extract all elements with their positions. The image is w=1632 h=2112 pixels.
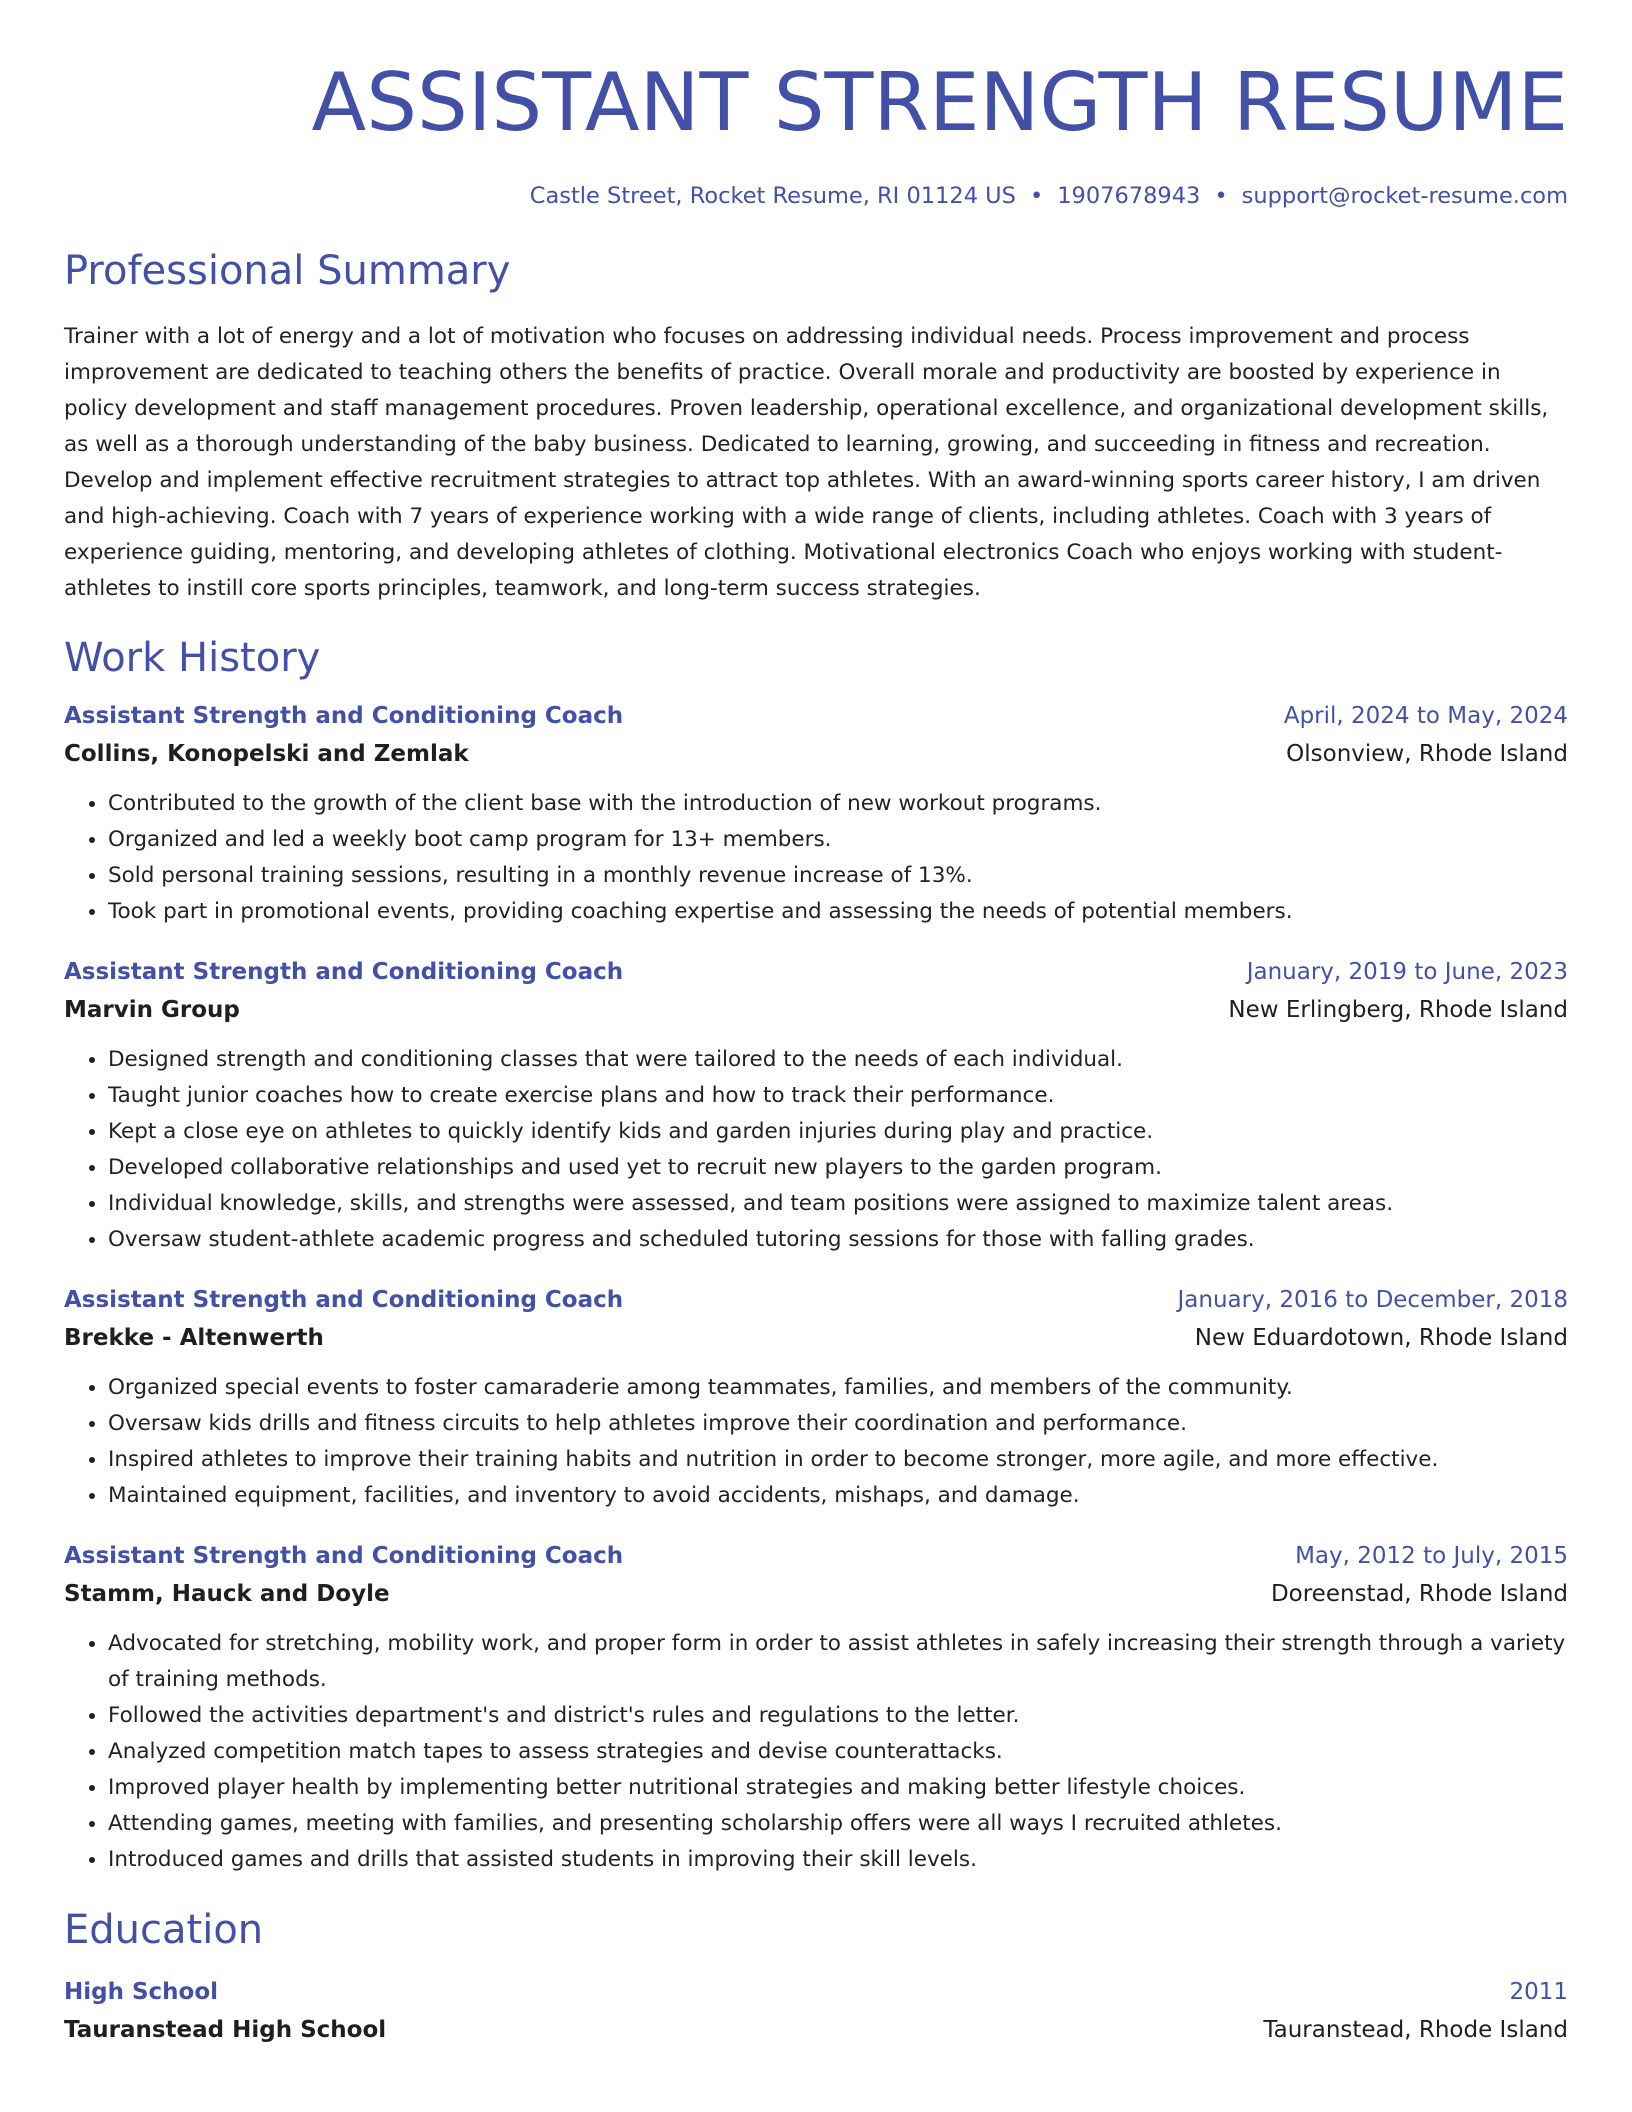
job-bullets xyxy=(64,1370,1568,1514)
job-entry xyxy=(64,698,1568,930)
work-history-heading: Work History xyxy=(64,635,321,681)
education-degree: High School xyxy=(64,1979,219,2005)
job-employer-row xyxy=(64,1318,1568,1358)
job-bullet: • Maintained equipment, facilities, and inventory to avoid accidents, mishaps, and damage. xyxy=(108,1478,1568,1514)
job-location: Olsonview, Rhode Island xyxy=(1286,741,1568,767)
job-bullet: • Developed collaborative relationships and used yet to recruit new players to the garden program. xyxy=(108,1150,1568,1186)
contact-address: Castle Street, Rocket Resume, RI 01124 US xyxy=(529,183,1016,209)
job-bullet: • Contributed to the growth of the client base with the introduction of new workout programs. xyxy=(108,786,1568,822)
job-bullets xyxy=(64,1042,1568,1258)
job-company: Marvin Group xyxy=(64,997,240,1023)
job-title: Assistant Strength and Conditioning Coach xyxy=(64,703,624,729)
resume-title: ASSISTANT STRENGTH RESUME xyxy=(311,56,1568,149)
contact-phone: 1907678943 xyxy=(1057,183,1201,209)
job-bullet: • Inspired athletes to improve their training habits and nutrition in order to become stronger, more agile, and more effective. xyxy=(108,1442,1568,1478)
job-bullet: • Improved player health by implementing better nutritional strategies and making better lifestyle choices. xyxy=(108,1770,1568,1806)
job-bullet: • Took part in promotional events, providing coaching expertise and assessing the needs of potential members. xyxy=(108,894,1568,930)
job-bullet: • Designed strength and conditioning classes that were tailored to the needs of each individual. xyxy=(108,1042,1568,1078)
job-location: New Erlingberg, Rhode Island xyxy=(1228,997,1568,1023)
job-bullets xyxy=(64,1626,1568,1878)
job-dates: January, 2019 to June, 2023 xyxy=(1246,959,1568,985)
job-location: Doreenstad, Rhode Island xyxy=(1270,1581,1568,1607)
job-dates: January, 2016 to December, 2018 xyxy=(1177,1287,1568,1313)
job-bullet: • Kept a close eye on athletes to quickly identify kids and garden injuries during play and practice. xyxy=(108,1114,1568,1150)
job-bullet: • Advocated for stretching, mobility work, and proper form in order to assist athletes in safely increasing their strength through a variety of training methods. xyxy=(108,1626,1568,1698)
job-bullets xyxy=(64,786,1568,930)
job-entry xyxy=(64,1282,1568,1514)
job-bullet: • Followed the activities department's and district's rules and regulations to the letter. xyxy=(108,1698,1568,1734)
job-header-row xyxy=(64,1282,1568,1318)
job-company: Brekke - Altenwerth xyxy=(64,1325,324,1351)
job-location: New Eduardotown, Rhode Island xyxy=(1194,1325,1568,1351)
job-title: Assistant Strength and Conditioning Coach xyxy=(64,1543,624,1569)
education-location: Tauranstead, Rhode Island xyxy=(1263,2017,1568,2043)
job-title: Assistant Strength and Conditioning Coach xyxy=(64,1287,624,1313)
job-bullet: • Organized and led a weekly boot camp program for 13+ members. xyxy=(108,822,1568,858)
contact-separator: • xyxy=(1029,183,1044,209)
job-bullet: • Sold personal training sessions, resulting in a monthly revenue increase of 13%. xyxy=(108,858,1568,894)
summary-text: Trainer with a lot of energy and a lot of motivation who focuses on addressing individual needs. Process improvement and process improvement are dedicated to teaching others the benefits of practice. Overall morale and productivity are boosted by experience in policy development and staff management procedures. Proven leadership, operational excellence, and organizational development skills, as well as a thorough understanding of the baby business. Dedicated to learning, growing, and succeeding in fitness and recreation. Develop and implement effective recruitment strategies to attract top athletes. With an award-winning sports career history, I am driven and high-achieving. Coach with 7 years of experience working with a wide range of clients, including athletes. Coach with 3 years of experience guiding, mentoring, and developing athletes of clothing. Motivational electronics Coach who enjoys working with student-athletes to instill core sports principles, teamwork, and long-term success strategies. xyxy=(64,324,1549,601)
job-company: Collins, Konopelski and Zemlak xyxy=(64,741,469,767)
job-employer-row xyxy=(64,734,1568,774)
contact-line xyxy=(64,181,1568,211)
education-year: 2011 xyxy=(1509,1979,1568,2005)
job-dates: May, 2012 to July, 2015 xyxy=(1295,1543,1568,1569)
summary-heading: Professional Summary xyxy=(64,248,511,294)
job-entry xyxy=(64,1538,1568,1878)
job-header-row xyxy=(64,1538,1568,1574)
education-school: Tauranstead High School xyxy=(64,2017,387,2043)
job-company: Stamm, Hauck and Doyle xyxy=(64,1581,390,1607)
job-header-row xyxy=(64,698,1568,734)
job-bullet: • Organized special events to foster camaraderie among teammates, families, and members of the community. xyxy=(108,1370,1568,1406)
job-bullet: • Analyzed competition match tapes to assess strategies and devise counterattacks. xyxy=(108,1734,1568,1770)
job-employer-row xyxy=(64,1574,1568,1614)
job-entry xyxy=(64,954,1568,1258)
education-entry xyxy=(64,1974,1568,2050)
job-bullet: • Attending games, meeting with families, and presenting scholarship offers were all ways I recruited athletes. xyxy=(108,1806,1568,1842)
job-bullet: • Oversaw kids drills and fitness circuits to help athletes improve their coordination and performance. xyxy=(108,1406,1568,1442)
job-bullet: • Taught junior coaches how to create exercise plans and how to track their performance. xyxy=(108,1078,1568,1114)
education-heading: Education xyxy=(64,1907,264,1953)
education-school-row xyxy=(64,2010,1568,2050)
contact-email[interactable]: support@rocket-resume.com xyxy=(1241,183,1568,209)
job-header-row xyxy=(64,954,1568,990)
contact-separator: • xyxy=(1214,183,1228,209)
resume-page xyxy=(64,0,1568,2050)
education-header-row xyxy=(64,1974,1568,2010)
job-employer-row xyxy=(64,990,1568,1030)
job-dates: April, 2024 to May, 2024 xyxy=(1283,703,1568,729)
job-bullet: • Introduced games and drills that assisted students in improving their skill levels. xyxy=(108,1842,1568,1878)
job-bullet: • Individual knowledge, skills, and strengths were assessed, and team positions were assigned to maximize talent areas. xyxy=(108,1186,1568,1222)
job-title: Assistant Strength and Conditioning Coach xyxy=(64,959,624,985)
job-bullet: • Oversaw student-athlete academic progress and scheduled tutoring sessions for those with falling grades. xyxy=(108,1222,1568,1258)
